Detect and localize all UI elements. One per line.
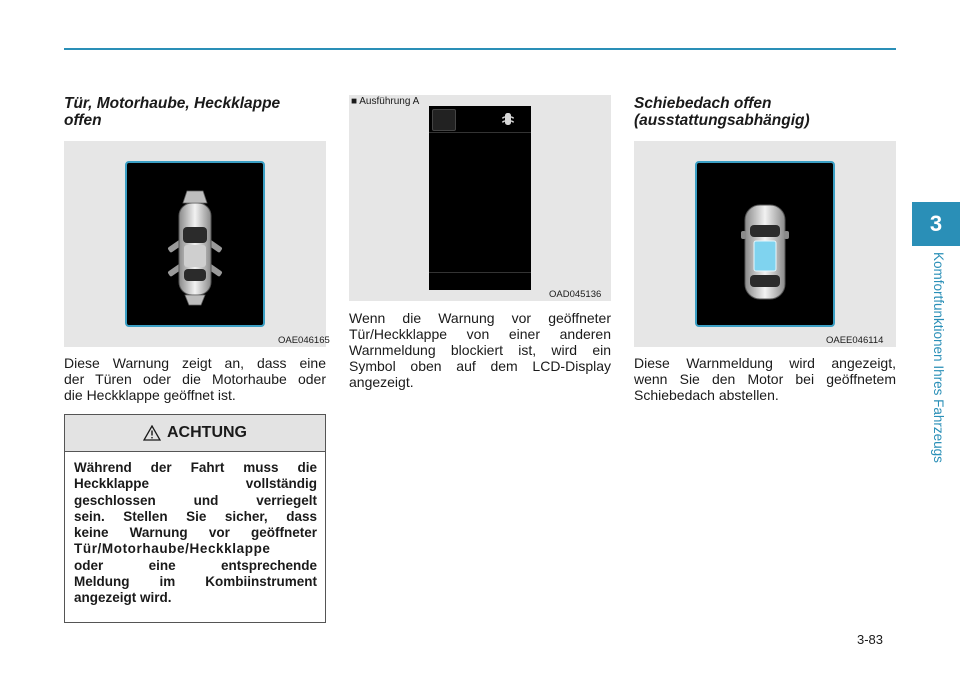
figure-code: OAE046165	[278, 335, 330, 346]
figure-sunroof-open	[634, 141, 896, 347]
figure-code: OAEE046114	[826, 335, 884, 346]
figure-doors-open	[64, 141, 326, 347]
lcd-divider	[429, 272, 531, 273]
text-line: Warnmeldung blockiert ist, wird ein	[349, 342, 611, 358]
body-text-doors	[64, 355, 326, 403]
text-line: angezeigt.	[349, 374, 414, 390]
heading-line: offen	[64, 112, 102, 129]
body-text-lcd	[349, 310, 611, 390]
warning-line: keine Warnung vor geöffneter	[74, 525, 317, 541]
text-line: Schiebedach abstellen.	[634, 387, 779, 403]
cluster-screen	[695, 161, 835, 327]
warning-title: ACHTUNG	[167, 424, 247, 441]
variant-label: ■ Ausführung A	[351, 96, 420, 107]
text-line: Symbol oben auf dem LCD-Display	[349, 358, 611, 374]
car-doors-open-icon	[127, 163, 263, 325]
page-number: 3-83	[857, 632, 884, 647]
car-sunroof-open-icon	[697, 163, 833, 325]
chapter-title: Komfortfunktionen Ihres Fahrzeugs	[931, 252, 946, 463]
header-rule	[64, 48, 896, 50]
warning-line: sein. Stellen Sie sicher, dass	[74, 508, 317, 524]
warning-line: angezeigt wird.	[74, 590, 172, 606]
door-open-indicator-icon	[501, 112, 515, 126]
warning-line: Meldung im Kombiinstrument	[74, 574, 317, 590]
chapter-number-tab: 3	[912, 202, 960, 246]
text-line: die Heckklappe geöffnet ist.	[64, 387, 236, 403]
section-heading-sunroof	[634, 95, 810, 129]
warning-line: Tür/Motorhaube/Heckklappe	[74, 541, 271, 557]
warning-line: oder eine entsprechende	[74, 557, 317, 573]
warning-text	[65, 452, 325, 607]
section-heading-doors	[64, 95, 280, 129]
warning-line: Während der Fahrt muss die	[74, 460, 317, 475]
body-text-sunroof	[634, 355, 896, 403]
heading-line: Schiebedach offen	[634, 95, 772, 112]
warning-box	[64, 414, 326, 623]
lcd-divider	[429, 132, 531, 133]
warning-triangle-icon	[143, 425, 161, 441]
heading-line: (ausstattungsabhängig)	[634, 112, 810, 129]
text-line: Diese Warnmeldung wird angezeigt,	[634, 355, 896, 371]
text-line: Diese Warnung zeigt an, dass eine	[64, 355, 326, 371]
lcd-display	[429, 106, 531, 290]
warning-line: geschlossen und verriegelt	[74, 492, 317, 508]
warning-header	[65, 415, 325, 452]
heading-line: Tür, Motorhaube, Heckklappe	[64, 95, 281, 112]
lcd-menu-block	[432, 109, 456, 131]
text-line: Wenn die Warnung vor geöffneter	[349, 310, 611, 326]
warning-line: Heckklappe vollständig	[74, 476, 317, 492]
text-line: wenn Sie den Motor bei geöffnetem	[634, 371, 896, 387]
figure-code: OAD045136	[549, 289, 602, 300]
cluster-screen	[125, 161, 265, 327]
text-line: der Türen oder die Motorhaube oder	[64, 371, 326, 387]
text-line: Tür/Heckklappe von einer anderen	[349, 326, 611, 342]
